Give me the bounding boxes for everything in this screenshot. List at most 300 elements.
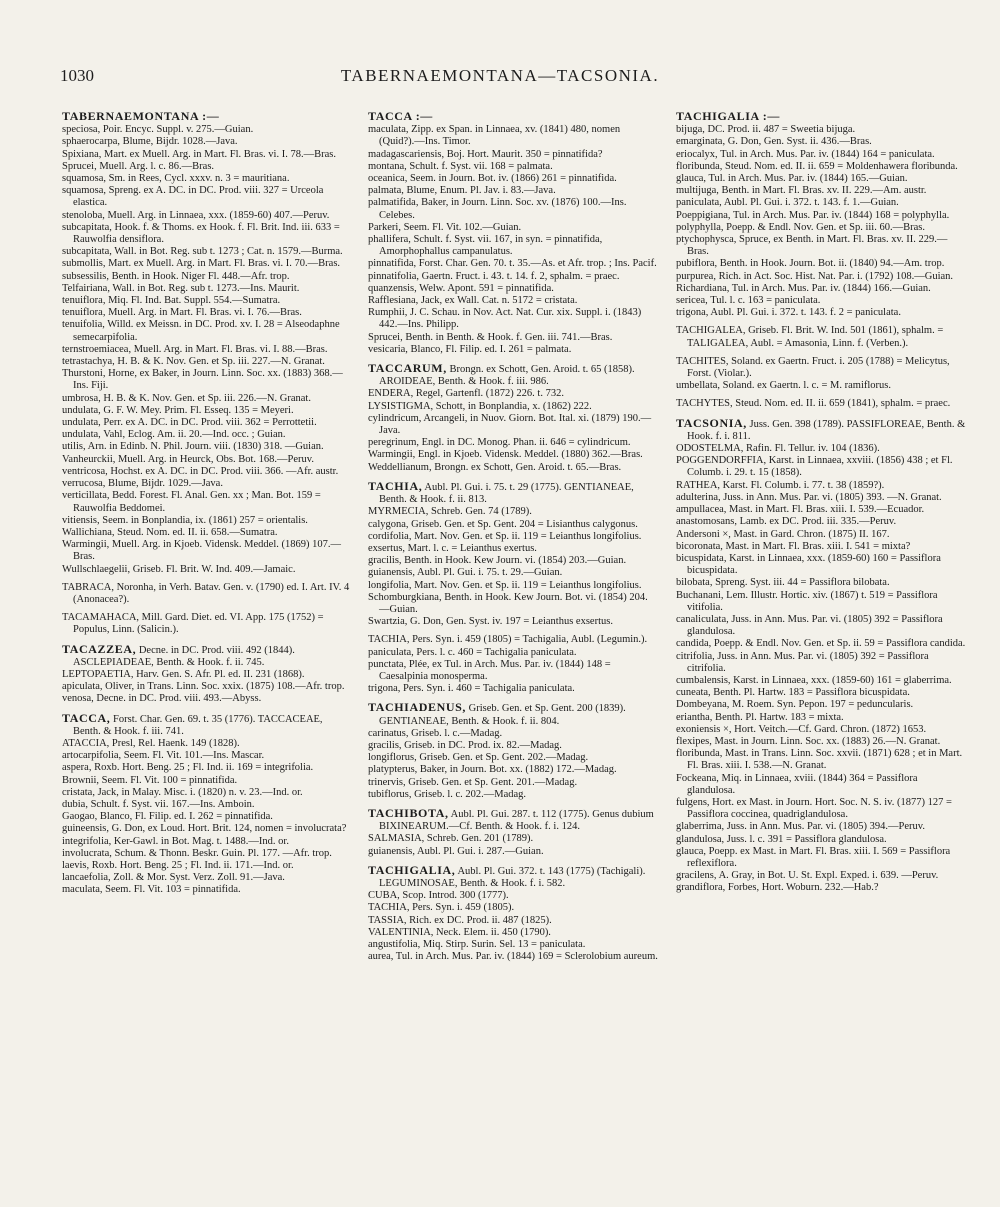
index-entry	[368, 864, 658, 890]
entry-text: trigona, Pers. Syn. i. 460 = Tachigalia paniculata.	[368, 683, 575, 695]
entry-text: candida, Poepp. & Endl. Nov. Gen. et Sp. ii. 59 = Passiflora candida.	[676, 638, 966, 650]
index-entry	[676, 110, 966, 124]
index-entry	[676, 283, 966, 295]
entry-text: phallifera, Schult. f. Syst. vii. 167, in syn. = pinnatifida, Amorphophallus campanulatus.	[368, 234, 603, 258]
entry-text: trinervis, Griseb. Gen. et Sp. Gent. 201.—Madag.	[368, 776, 578, 788]
index-entry	[676, 492, 966, 504]
index-entry	[368, 890, 658, 902]
index-entry	[368, 555, 658, 567]
entry-text: tenuiflora, Miq. Fl. Ind. Bat. Suppl. 554.—Sumatra.	[62, 295, 281, 307]
index-entry	[676, 455, 966, 479]
running-head: TABERNAEMONTANA—TACSONIA.	[340, 66, 660, 85]
index-entry	[62, 110, 352, 124]
index-entry	[368, 295, 658, 307]
entry-text: Aubl. Pl. Gui. 287. t. 112 (1775). Genus dubium BIXINEARUM.—Cf. Benth. & Hook. f. i. 124.	[379, 808, 654, 833]
index-entry	[368, 701, 658, 727]
index-entry	[676, 870, 966, 882]
entry-text: subsessilis, Benth. in Hook. Niger Fl. 448.—Afr. trop.	[62, 270, 290, 282]
index-entry	[62, 775, 352, 787]
index-entry	[676, 773, 966, 797]
index-entry	[676, 724, 966, 736]
entry-text: squamosa, Sm. in Rees, Cycl. xxxv. n. 3 = mauritiana.	[62, 173, 290, 185]
entry-text: Weddellianum, Brongn. ex Schott, Gen. Aroid. t. 65.—Bras.	[368, 461, 622, 473]
index-entry	[62, 210, 352, 222]
entry-text: guianensis, Aubl. Pl. Gui. i. 75. t. 29.—Guian.	[368, 567, 563, 579]
index-entry	[62, 712, 352, 738]
index-entry	[62, 466, 352, 478]
index-entry	[676, 614, 966, 638]
index-entry	[676, 307, 966, 319]
entry-text: Vanheurckii, Muell. Arg. in Heurck, Obs. Bot. 168.—Peruv.	[62, 453, 314, 465]
entry-text: palmatifida, Baker, in Journ. Linn. Soc. xv. (1876) 100.—Ins. Celebes.	[368, 197, 627, 221]
entry-text: Gaogao, Blanco, Fl. Filip. ed. I. 262 = pinnatifida.	[62, 811, 273, 823]
page-number: 1030	[60, 66, 94, 85]
entry-text: RATHEA, Karst. Fl. Columb. i. 77. t. 38 (1859?).	[676, 479, 885, 491]
index-entry	[62, 173, 352, 185]
entry-text: longifolia, Mart. Nov. Gen. et Sp. ii. 119 = Leianthus longifolius.	[368, 579, 642, 591]
index-entry	[676, 687, 966, 699]
entry-text: gracilens, A. Gray, in Bot. U. St. Expl. Exped. i. 639. —Peruv.	[676, 870, 939, 882]
index-entry	[62, 823, 352, 835]
index-entry	[368, 124, 658, 148]
index-entry	[676, 136, 966, 148]
index-entry	[62, 429, 352, 441]
entry-text: Aubl. Pl. Gui. 372. t. 143 (1775) (Tachigali). LEGUMINOSAE, Benth. & Hook. f. i. 582.	[379, 865, 646, 889]
index-entry	[676, 417, 966, 443]
index-entry	[62, 454, 352, 466]
entry-text: tetrastachya, H. B. & K. Nov. Gen. et Sp. iii. 227.—N. Granat.	[62, 356, 325, 368]
entry-text: Griseb. Gen. et Sp. Gent. 200 (1839). GENTIANEAE, Benth. & Hook. f. ii. 804.	[379, 703, 626, 727]
entry-text: vitiensis, Seem. in Bonplandia, ix. (1861) 257 = orientalis.	[62, 514, 308, 526]
index-entry	[368, 951, 658, 963]
entry-text: cuneata, Benth. Pl. Hartw. 183 = Passiflora bicuspidata.	[676, 687, 910, 699]
entry-text: fulgens, Hort. ex Mast. in Journ. Hort. Soc. N. S. iv. (1877) 127 = Passiflora coccinea, quadriglandulosa.	[676, 796, 952, 821]
entry-text: cordifolia, Mart. Nov. Gen. et Sp. ii. 119 = Leianthus longifolius.	[368, 530, 642, 542]
index-entry	[62, 124, 352, 136]
index-entry	[368, 764, 658, 776]
index-entry	[368, 149, 658, 161]
index-entry	[676, 529, 966, 541]
entry-text: oceanica, Seem. in Journ. Bot. iv. (1866) 261 = pinnatifida.	[368, 173, 617, 185]
entry-text: umbrosa, H. B. & K. Nov. Gen. et Sp. iii. 226.—N. Granat.	[62, 392, 311, 404]
entry-text: ternstroemiacea, Muell. Arg. in Mart. Fl. Bras. vi. I. 88.—Bras.	[62, 343, 328, 355]
index-entry	[676, 736, 966, 748]
index-entry	[368, 915, 658, 927]
entry-text: eriocalyx, Tul. in Arch. Mus. Par. iv. (1844) 164 = paniculata.	[676, 148, 935, 160]
index-entry	[676, 197, 966, 209]
entry-text: sericea, Tul. l. c. 163 = paniculata.	[676, 295, 821, 307]
entry-text: gracilis, Benth. in Hook. Kew Journ. vi. (1854) 203.—Guian.	[368, 555, 627, 567]
index-entry	[368, 283, 658, 295]
entry-text: cumbalensis, Karst. in Linnaea, xxx. (1859-60) 161 = glaberrima.	[676, 674, 952, 686]
index-entry	[368, 307, 658, 331]
entry-text: Schomburgkiana, Benth. in Hook. Kew Journ. Bot. vi. (1854) 204.—Guian.	[368, 591, 648, 615]
index-entry	[62, 515, 352, 527]
entry-text: maculata, Zipp. ex Span. in Linnaea, xv. (1841) 480, nomen (Quid?).—Ins. Timor.	[368, 124, 621, 148]
index-entry	[62, 693, 352, 705]
index-entry	[676, 185, 966, 197]
entry-text: bijuga, DC. Prod. ii. 487 = Sweetia bijuga.	[676, 124, 856, 136]
entry-text: stenoloba, Muell. Arg. in Linnaea, xxx. (1859-60) 407.—Peruv.	[62, 209, 330, 221]
index-entry	[62, 441, 352, 453]
index-entry	[368, 833, 658, 845]
index-entry	[368, 462, 658, 474]
entry-text: Warmingii, Engl. in Kjoeb. Vidensk. Meddel. (1880) 362.—Bras.	[368, 449, 643, 461]
entry-text: quanzensis, Welw. Apont. 591 = pinnatifida.	[368, 282, 554, 294]
index-entry	[62, 860, 352, 872]
entry-text: dubia, Schult. f. Syst. vii. 167.—Ins. Amboin.	[62, 798, 255, 810]
entry-text: exoniensis ×, Hort. Veitch.—Cf. Gard. Chron. (1872) 1653.	[676, 723, 927, 735]
entry-text: guineensis, G. Don, ex Loud. Hort. Brit. 124, nomen = involucrata?	[62, 823, 347, 835]
genus-heading: TACSONIA,	[676, 415, 747, 430]
index-entry	[368, 258, 658, 270]
entry-text: pubiflora, Benth. in Hook. Journ. Bot. ii. (1840) 94.—Am. trop.	[676, 258, 945, 270]
entry-text: calygona, Griseb. Gen. et Sp. Gent. 204 = Lisianthus calygonus.	[368, 518, 638, 530]
index-entry	[676, 638, 966, 650]
index-entry	[676, 173, 966, 185]
genus-heading: TABERNAEMONTANA :—	[62, 109, 220, 123]
entry-text: Swartzia, G. Don, Gen. Syst. iv. 197 = Leianthus exsertus.	[368, 616, 613, 628]
index-entry	[368, 777, 658, 789]
entry-text: Juss. Gen. 398 (1789). PASSIFLOREAE, Benth. & Hook. f. i. 811.	[687, 418, 966, 442]
index-entry	[62, 787, 352, 799]
entry-text: pinnatifolia, Gaertn. Fruct. i. 43. t. 14. f. 2, sphalm. = praec.	[368, 270, 620, 282]
genus-heading: TACHIBOTA,	[368, 805, 449, 820]
entry-text: utilis, Arn. in Edinb. N. Phil. Journ. viii. (1830) 318. —Guian.	[62, 441, 324, 453]
index-entry	[62, 582, 352, 606]
index-entry	[368, 185, 658, 197]
index-entry	[62, 872, 352, 884]
entry-text: eriantha, Benth. Pl. Hartw. 183 = mixta.	[676, 711, 844, 723]
entry-text: Brownii, Seem. Fl. Vit. 100 = pinnatifida.	[62, 774, 238, 786]
index-entry	[368, 332, 658, 344]
index-entry	[368, 807, 658, 833]
entry-text: ptychophysca, Spruce, ex Benth. in Mart. Fl. Bras. xv. II. 229.—Bras.	[676, 234, 948, 258]
entry-text: TASSIA, Rich. ex DC. Prod. ii. 487 (1825).	[368, 914, 552, 926]
entry-text: peregrinum, Engl. in DC. Monog. Phan. ii. 646 = cylindricum.	[368, 437, 631, 449]
column-3	[676, 110, 966, 895]
index-entry	[62, 669, 352, 681]
genus-heading: TACHIGALIA :—	[676, 109, 780, 123]
entry-text: bilobata, Spreng. Syst. iii. 44 = Passiflora bilobata.	[676, 577, 890, 589]
index-entry	[676, 516, 966, 528]
entry-text: TACHYTES, Steud. Nom. ed. II. ii. 659 (1841), sphalm. = praec.	[676, 398, 951, 410]
column-2	[368, 110, 658, 963]
entry-text: verticillata, Bedd. Forest. Fl. Anal. Gen. xx ; Man. Bot. 159 = Rauwolfia Beddomei.	[62, 490, 321, 514]
index-entry	[368, 110, 658, 124]
index-entry	[368, 902, 658, 914]
entry-text: glandulosa, Juss. l. c. 391 = Passiflora glandulosa.	[676, 833, 887, 845]
index-entry	[368, 362, 658, 388]
index-entry	[368, 234, 658, 258]
index-entry	[62, 393, 352, 405]
index-entry	[676, 590, 966, 614]
index-entry	[676, 504, 966, 516]
entry-text: floribunda, Steud. Nom. ed. II. ii. 659 = Moldenhawera floribunda.	[676, 160, 958, 172]
index-entry	[676, 846, 966, 870]
entry-text: citrifolia, Juss. in Ann. Mus. Par. vi. (1805) 392 = Passiflora citrifolia.	[676, 650, 929, 674]
entry-text: TACHIA, Pers. Syn. i. 459 (1805) = Tachigalia, Aubl. (Legumin.).	[368, 634, 648, 646]
entry-text: glauca, Tul. in Arch. Mus. Par. iv. (1844) 165.—Guian.	[676, 173, 908, 185]
genus-heading: TACHIA,	[368, 478, 423, 493]
index-entry	[62, 161, 352, 173]
index-entry	[62, 319, 352, 343]
entry-text: undulata, Vahl, Eclog. Am. ii. 20.—Ind. occ. ; Guian.	[62, 429, 286, 441]
entry-text: vesicaria, Blanco, Fl. Filip. ed. I. 261 = palmata.	[368, 343, 572, 355]
index-entry	[368, 173, 658, 185]
entry-text: SALMASIA, Schreb. Gen. 201 (1789).	[368, 833, 534, 845]
entry-text: LEPTOPAETIA, Harv. Gen. S. Afr. Pl. ed. II. 231 (1868).	[62, 668, 305, 680]
entry-text: flexipes, Mast. in Journ. Linn. Soc. xx. (1883) 26.—N. Granat.	[676, 735, 941, 747]
entry-text: TACHITES, Soland. ex Gaertn. Fruct. i. 205 (1788) = Melicytus, Forst. (Violar.).	[676, 355, 950, 380]
entry-text: Fockeana, Miq. in Linnaea, xviii. (1844) 364 = Passiflora glandulosa.	[676, 772, 918, 796]
entry-text: polyphylla, Poepp. & Endl. Nov. Gen. et Sp. iii. 60.—Bras.	[676, 221, 925, 233]
index-entry	[62, 246, 352, 258]
index-entry	[368, 222, 658, 234]
entry-text: purpurea, Rich. in Act. Soc. Hist. Nat. Par. i. (1792) 108.—Guian.	[676, 270, 954, 282]
entry-text: guianensis, Aubl. Pl. Gui. i. 287.—Guian.	[368, 845, 544, 857]
index-entry	[62, 681, 352, 693]
entry-text: tenuiflora, Muell. Arg. in Mart. Fl. Bras. vi. I. 76.—Bras.	[62, 307, 302, 319]
entry-text: Rumphii, J. C. Schau. in Nov. Act. Nat. Cur. xix. Suppl. i. (1843) 442.—Ins. Philipp.	[368, 307, 642, 331]
index-entry	[62, 405, 352, 417]
index-entry	[368, 752, 658, 764]
index-entry	[368, 789, 658, 801]
index-entry	[368, 927, 658, 939]
entry-text: montana, Schult. f. Syst. vii. 168 = palmata.	[368, 160, 553, 172]
entry-text: trigona, Aubl. Pl. Gui. i. 372. t. 143. f. 2 = paniculata.	[676, 307, 901, 319]
entry-text: venosa, Decne. in DC. Prod. viii. 493.—Abyss.	[62, 693, 262, 705]
entry-text: lancaefolia, Zoll. & Mor. Syst. Verz. Zoll. 91.—Java.	[62, 872, 285, 884]
index-entry	[676, 553, 966, 577]
entry-text: undulata, G. F. W. Mey. Prim. Fl. Esseq. 135 = Meyeri.	[62, 404, 294, 416]
index-entry	[368, 543, 658, 555]
index-entry	[368, 683, 658, 695]
entry-text: paniculata, Pers. l. c. 460 = Tachigalia paniculata.	[368, 646, 577, 658]
index-entry	[676, 834, 966, 846]
index-entry	[676, 712, 966, 724]
entry-text: involucrata, Schum. & Thonn. Beskr. Guin. Pl. 177. —Afr. trop.	[62, 847, 332, 859]
genus-heading: TACCARUM,	[368, 361, 447, 376]
entry-text: VALENTINIA, Neck. Elem. ii. 450 (1790).	[368, 926, 551, 938]
entry-text: canaliculata, Juss. in Ann. Mus. Par. vi. (1805) 392 = Passiflora glandulosa.	[676, 613, 943, 638]
index-entry	[368, 580, 658, 592]
index-entry	[368, 647, 658, 659]
entry-text: angustifolia, Miq. Stirp. Surin. Sel. 13 = paniculata.	[368, 939, 586, 950]
index-entry	[62, 836, 352, 848]
entry-text: Parkeri, Seem. Fl. Vit. 102.—Guian.	[368, 221, 522, 233]
index-entry	[62, 564, 352, 576]
entry-text: laevis, Roxb. Hort. Beng. 25 ; Fl. Ind. ii. 171.—Ind. or.	[62, 859, 294, 871]
index-entry	[676, 271, 966, 283]
entry-text: Thurstoni, Horne, ex Baker, in Journ. Linn. Soc. xx. (1883) 368.—Ins. Fiji.	[62, 368, 343, 392]
genus-heading: TACAZZEA,	[62, 641, 137, 656]
index-entry	[62, 750, 352, 762]
index-entry	[676, 675, 966, 687]
index-entry	[676, 222, 966, 234]
index-entry	[676, 651, 966, 675]
entry-text: bicoronata, Mast. in Mart. Fl. Bras. xiii. I. 541 = mixta?	[676, 540, 911, 552]
entry-text: Poeppigiana, Tul. in Arch. Mus. Par. iv. (1844) 168 = polyphylla.	[676, 209, 950, 221]
genus-heading: TACCA,	[62, 710, 111, 725]
index-entry	[368, 531, 658, 543]
index-entry	[62, 283, 352, 295]
index-entry	[676, 443, 966, 455]
index-entry	[676, 210, 966, 222]
index-entry	[62, 258, 352, 270]
index-entry	[368, 659, 658, 683]
index-entry	[676, 356, 966, 380]
entry-text: exsertus, Mart. l. c. = Leianthus exertus.	[368, 542, 537, 554]
entry-text: submollis, Mart. ex Muell. Arg. in Mart. Fl. Bras. vi. I. 70.—Bras.	[62, 258, 341, 270]
index-entry	[368, 388, 658, 400]
index-entry	[62, 811, 352, 823]
entry-text: Sprucei, Muell. Arg. l. c. 86.—Bras.	[62, 160, 215, 172]
entry-text: sphaerocarpa, Blume, Bijdr. 1028.—Java.	[62, 136, 238, 148]
entry-text: paniculata, Aubl. Pl. Gui. i. 372. t. 143. f. 1.—Guian.	[676, 197, 899, 209]
entry-text: subcapitata, Wall. in Bot. Reg. sub t. 1273 ; Cat. n. 1579.—Burma.	[62, 246, 343, 258]
entry-text: anastomosans, Lamb. ex DC. Prod. iii. 335.—Peruv.	[676, 516, 897, 528]
entry-text: Dombeyana, M. Roem. Syn. Pepon. 197 = peduncularis.	[676, 699, 914, 711]
index-entry	[62, 356, 352, 368]
entry-text: longiflorus, Griseb. Gen. et Sp. Gent. 202.—Madag.	[368, 752, 589, 764]
entry-text: Forst. Char. Gen. 69. t. 35 (1776). TACCACEAE, Benth. & Hook. f. iii. 741.	[73, 713, 323, 737]
entry-text: adulterina, Juss. in Ann. Mus. Par. vi. (1805) 393. —N. Granat.	[676, 491, 942, 503]
entry-text: TABRACA, Noronha, in Verh. Batav. Gen. v. (1790) ed. I. Art. IV. 4 (Anonacea?).	[62, 581, 350, 605]
entry-text: Sprucei, Benth. in Benth. & Hook. f. Gen. iii. 741.—Bras.	[368, 331, 613, 343]
index-entry	[368, 197, 658, 221]
entry-text: multijuga, Benth. in Mart. Fl. Bras. xv. II. 229.—Am. austr.	[676, 185, 927, 197]
entry-text: Buchanani, Lem. Illustr. Hortic. xiv. (1867) t. 519 = Passiflora vitifolia.	[676, 589, 938, 613]
entry-text: Spixiana, Mart. ex Muell. Arg. in Mart. Fl. Bras. vi. I. 78.—Bras.	[62, 148, 336, 160]
index-entry	[676, 161, 966, 173]
entry-text: verrucosa, Blume, Bijdr. 1029.—Java.	[62, 478, 223, 490]
entry-text: Telfairiana, Wall. in Bot. Reg. sub t. 1273.—Ins. Maurit.	[62, 282, 300, 294]
entry-text: TACHIGALEA, Griseb. Fl. Brit. W. Ind. 501 (1861), sphalm. = TALIGALEA, Aubl. = Amasonia, Linn. f. (Verben.).	[676, 325, 944, 349]
entry-text: glaberrima, Juss. in Ann. Mus. Par. vi. (1805) 394.—Peruv.	[676, 821, 925, 833]
index-entry	[676, 821, 966, 833]
index-entry	[368, 506, 658, 518]
entry-text: LYSISTIGMA, Schott, in Bonplandia, x. (1862) 222.	[368, 400, 592, 412]
entry-text: carinatus, Griseb. l. c.—Madag.	[368, 727, 503, 739]
entry-text: punctata, Plée, ex Tul. in Arch. Mus. Par. iv. (1844) 148 = Caesalpinia monosperma.	[368, 658, 611, 682]
entry-text: TACAMAHACA, Mill. Gard. Diet. ed. VI. App. 175 (1752) = Populus, Linn. (Salicin.).	[62, 612, 324, 636]
entry-text: platypterus, Baker, in Journ. Bot. xx. (1882) 172.—Madag.	[368, 764, 617, 776]
entry-text: undulata, Perr. ex A. DC. in DC. Prod. viii. 362 = Perrottetii.	[62, 417, 317, 429]
index-entry	[368, 449, 658, 461]
entry-text: umbellata, Soland. ex Gaertn. l. c. = M. ramiflorus.	[676, 380, 891, 392]
index-entry	[62, 799, 352, 811]
index-entry	[676, 577, 966, 589]
index-entry	[368, 567, 658, 579]
column-1	[62, 110, 352, 897]
index-entry	[62, 643, 352, 669]
entry-text: Rafflesiana, Jack, ex Wall. Cat. n. 5172 = cristata.	[368, 295, 578, 307]
index-entry	[368, 161, 658, 173]
entry-text: Aubl. Pl. Gui. i. 75. t. 29 (1775). GENTIANEAE, Benth. & Hook. f. ii. 813.	[379, 481, 634, 506]
index-entry	[676, 480, 966, 492]
entry-text: cristata, Jack, in Malay. Misc. i. (1820) n. v. 23.—Ind. or.	[62, 786, 303, 798]
index-entry	[368, 519, 658, 531]
index-entry	[62, 527, 352, 539]
entry-text: ODOSTELMA, Rafin. Fl. Tellur. iv. 104 (1836).	[676, 443, 880, 455]
index-entry	[676, 748, 966, 772]
index-entry	[62, 222, 352, 246]
entry-text: ENDERA, Regel, Gartenfl. (1872) 226. t. 732.	[368, 388, 564, 400]
entry-text: ATACCIA, Presl, Rel. Haenk. 149 (1828).	[62, 737, 240, 749]
index-entry	[676, 295, 966, 307]
entry-text: CUBA, Scop. Introd. 300 (1777).	[368, 890, 509, 902]
entry-text: squamosa, Spreng. ex A. DC. in DC. Prod. viii. 327 = Urceola elastica.	[62, 185, 324, 209]
entry-text: POGGENDORFFIA, Karst. in Linnaea, xxviii. (1856) 438 ; et Fl. Columb. i. 29. t. 15 (1858).	[676, 455, 953, 479]
entry-text: floribunda, Mast. in Trans. Linn. Soc. xxvii. (1871) 628 ; et in Mart. Fl. Bras. xiii. I. 538.—N. Granat.	[676, 748, 963, 772]
index-entry	[676, 149, 966, 161]
index-entry	[62, 539, 352, 563]
index-entry	[62, 295, 352, 307]
entry-text: TACHIA, Pers. Syn. i. 459 (1805).	[368, 902, 515, 914]
index-entry	[62, 738, 352, 750]
entry-text: tenuifolia, Willd. ex Meissn. in DC. Prod. xv. I. 28 = Alseodaphne semecarpifolia.	[62, 319, 340, 343]
index-entry	[368, 616, 658, 628]
entry-text: maculata, Seem. Fl. Vit. 103 = pinnatifida.	[62, 884, 241, 896]
index-entry	[368, 344, 658, 356]
entry-text: bicuspidata, Karst. in Linnaea, xxx. (1859-60) 160 = Passiflora bicuspidata.	[676, 552, 941, 577]
entry-text: integrifolia, Ker-Gawl. in Bot. Mag. t. 1488.—Ind. or.	[62, 835, 289, 847]
index-entry	[62, 185, 352, 209]
entry-text: gracilis, Griseb. in DC. Prod. ix. 82.—Madag.	[368, 739, 562, 751]
index-entry	[62, 417, 352, 429]
entry-text: subcapitata, Hook. f. & Thoms. ex Hook. f. Fl. Brit. Ind. iii. 633 = Rauwolfia densiflora.	[62, 221, 340, 246]
entry-text: madagascariensis, Boj. Hort. Maurit. 350 = pinnatifida?	[368, 148, 603, 160]
entry-text: cylindricum, Arcangeli, in Nuov. Giorn. Bot. Ital. xi. (1879) 190.—Java.	[368, 412, 652, 437]
index-entry	[62, 848, 352, 860]
index-entry	[368, 728, 658, 740]
genus-heading: TACHIGALIA,	[368, 862, 456, 877]
index-entry	[368, 437, 658, 449]
index-entry	[676, 699, 966, 711]
entry-text: emarginata, G. Don, Gen. Syst. ii. 436.—Bras.	[676, 136, 872, 148]
index-entry	[62, 762, 352, 774]
entry-text: aurea, Tul. in Arch. Mus. Par. iv. (1844) 169 = Sclerolobium aureum.	[368, 951, 658, 963]
entry-text: aspera, Roxb. Hort. Beng. 25 ; Fl. Ind. ii. 169 = integrifolia.	[62, 762, 314, 774]
entry-text: Brongn. ex Schott, Gen. Aroid. t. 65 (1858). AROIDEAE, Benth. & Hook. f. iii. 986.	[379, 364, 635, 388]
index-entry	[368, 939, 658, 951]
index-entry	[62, 136, 352, 148]
genus-heading: TACHIADENUS,	[368, 700, 466, 715]
entry-text: Wallichiana, Steud. Nom. ed. II. ii. 658.—Sumatra.	[62, 526, 278, 538]
index-entry	[62, 490, 352, 514]
index-entry	[676, 234, 966, 258]
index-entry	[368, 480, 658, 506]
entry-text: ventricosa, Hochst. ex A. DC. in DC. Prod. viii. 366. —Afr. austr.	[62, 465, 339, 477]
index-entry	[676, 797, 966, 821]
index-entry	[62, 368, 352, 392]
entry-text: glauca, Poepp. ex Mast. in Mart. Fl. Bras. xiii. I. 569 = Passiflora reflexiflora.	[676, 845, 951, 869]
entry-text: Andersoni ×, Mast. in Gard. Chron. (1875) II. 167.	[676, 528, 890, 540]
index-entry	[676, 541, 966, 553]
index-entry	[368, 634, 658, 646]
entry-text: Wullschlaegelii, Griseb. Fl. Brit. W. Ind. 409.—Jamaic.	[62, 563, 296, 575]
genus-heading: TACCA :—	[368, 109, 433, 123]
index-entry	[62, 271, 352, 283]
entry-text: grandiflora, Forbes, Hort. Woburn. 232.—Hab.?	[676, 882, 879, 894]
index-entry	[368, 271, 658, 283]
index-entry	[676, 380, 966, 392]
entry-text: ampullacea, Mast. in Mart. Fl. Bras. xiii. I. 539.—Ecuador.	[676, 504, 925, 516]
index-entry	[62, 344, 352, 356]
index-entry	[62, 884, 352, 896]
entry-text: palmata, Blume, Enum. Pl. Jav. i. 83.—Java.	[368, 185, 556, 197]
